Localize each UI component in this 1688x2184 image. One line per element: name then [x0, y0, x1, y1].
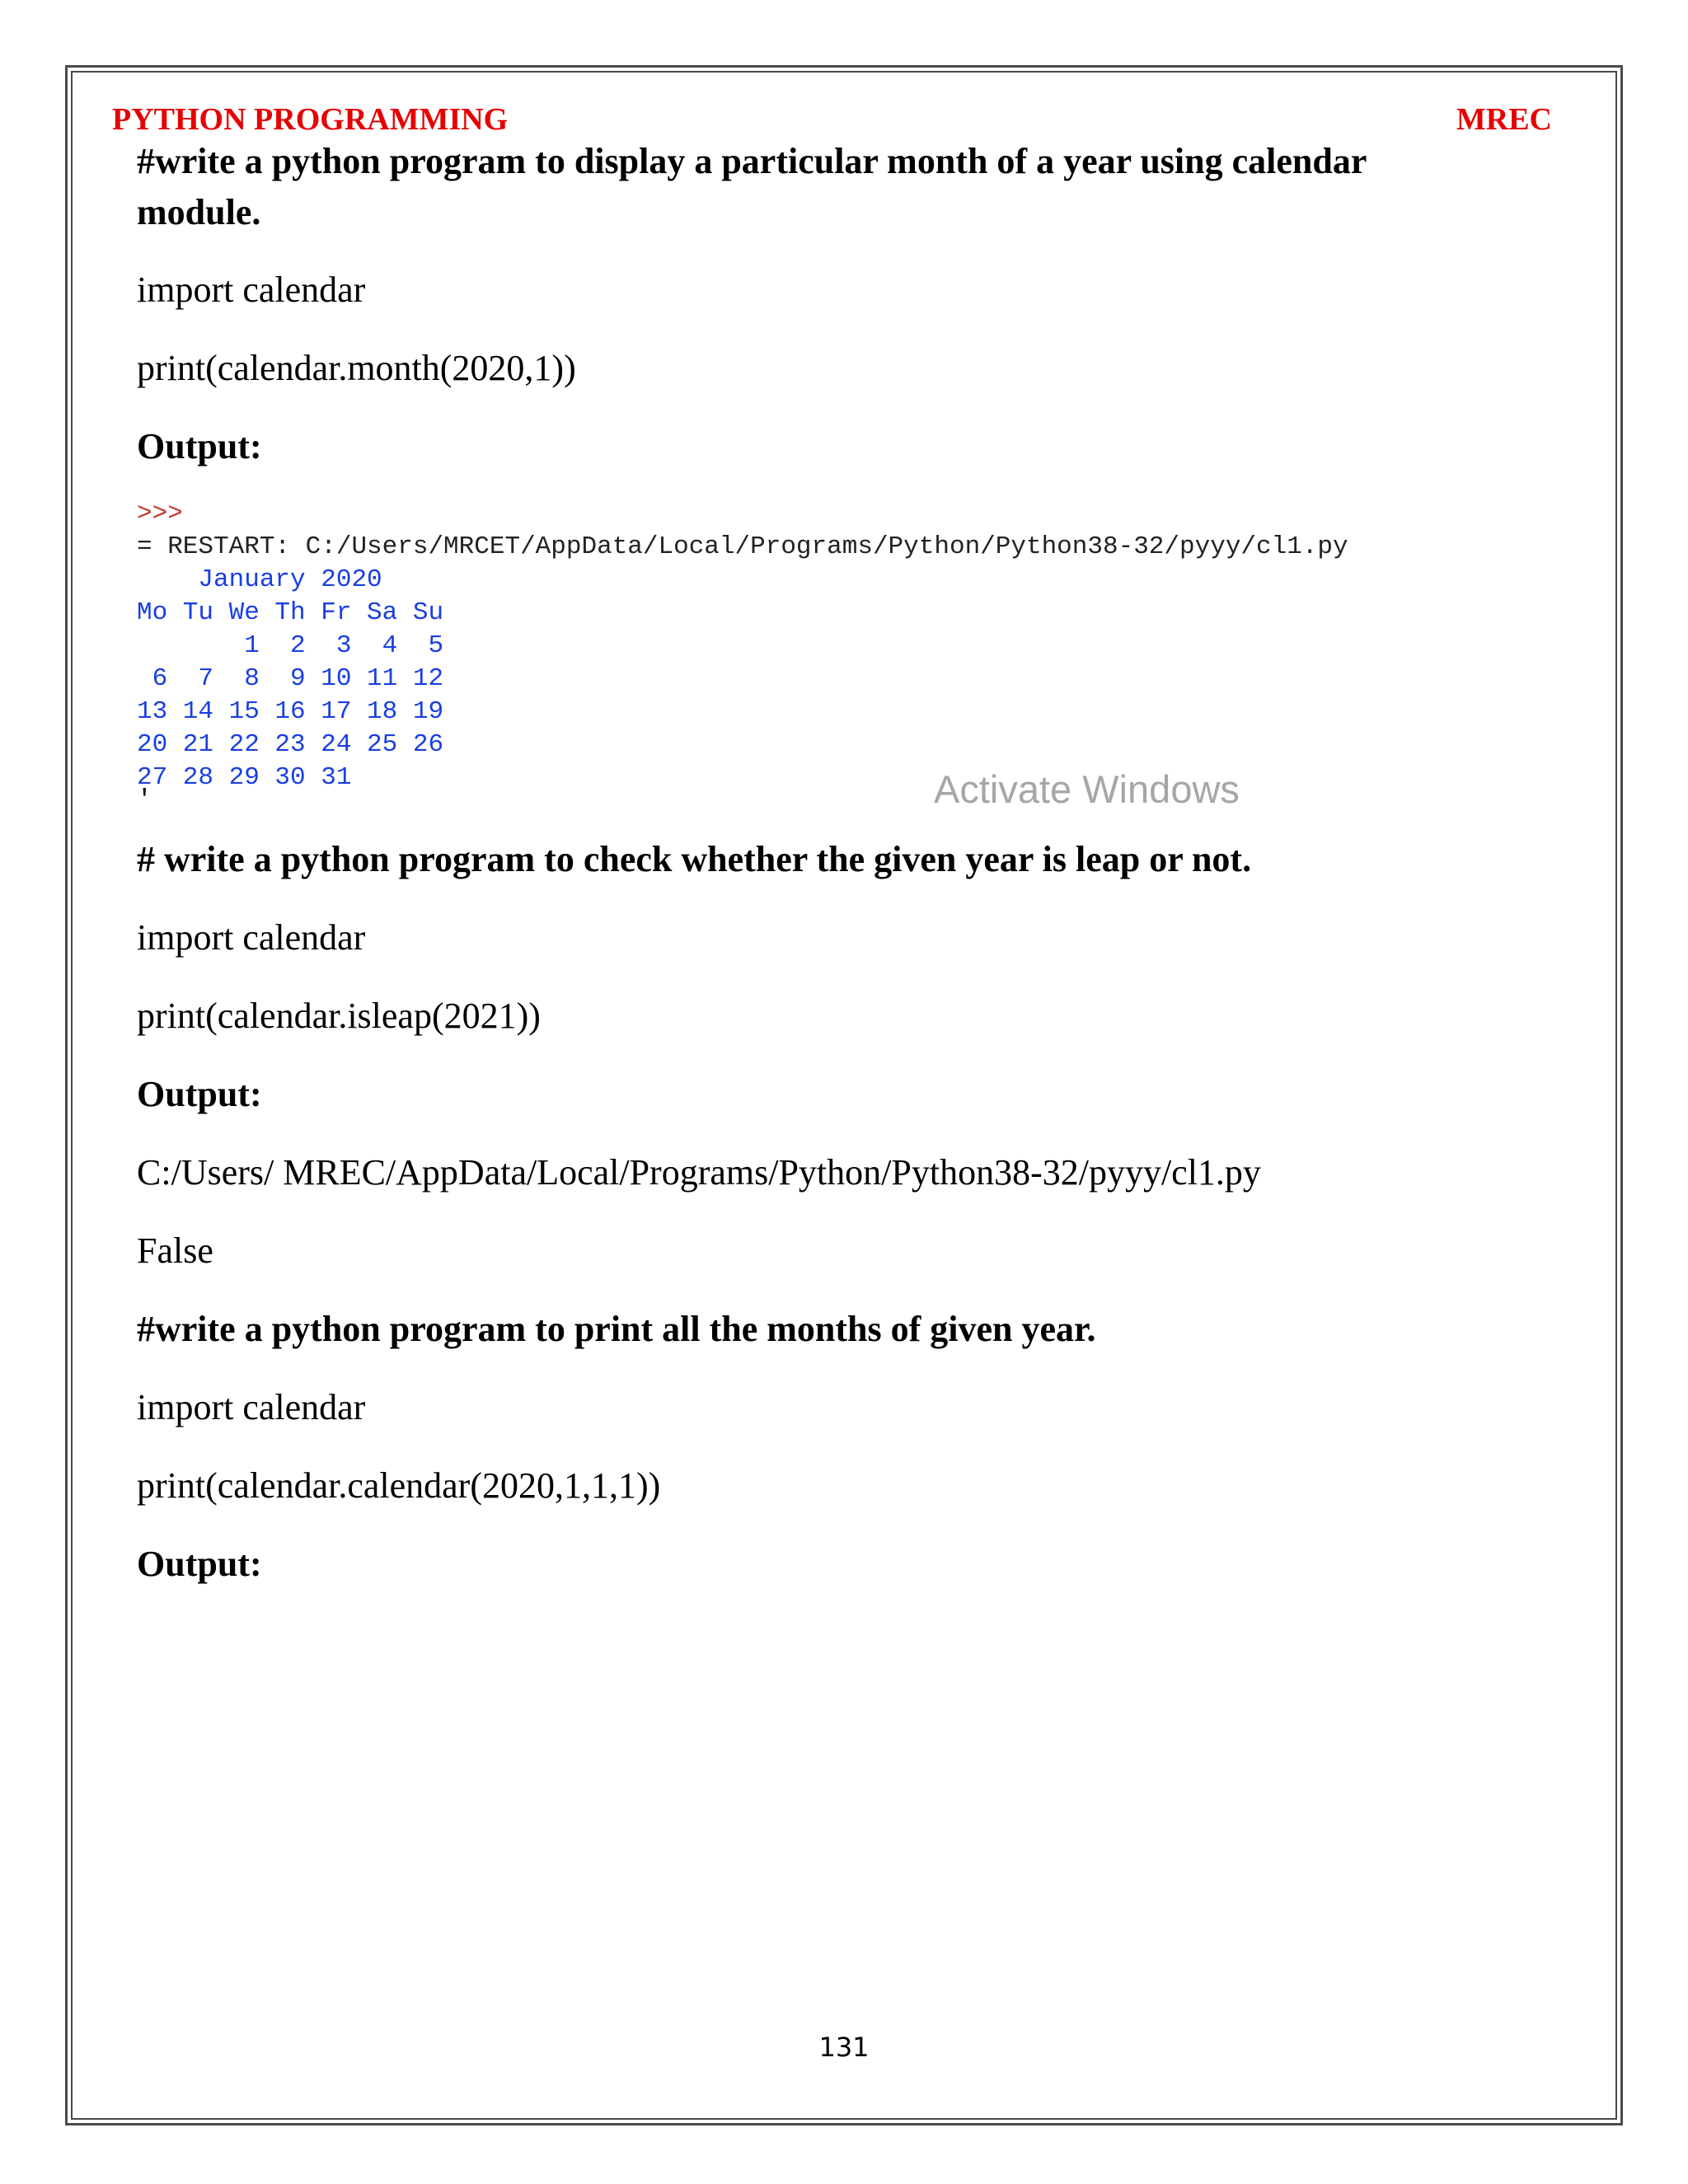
shell-restart-line: = RESTART: C:/Users/MRCET/AppData/Local/Programs/Python/Python38-32/pyyy/cl1.py: [137, 532, 1348, 561]
section1-heading-line1: #write a python program to display a particular month of a year using calendar: [137, 141, 1367, 181]
calendar-week-row: 27 28 29 30 31: [137, 763, 352, 792]
section3-output-label: Output:: [137, 1544, 262, 1584]
calendar-weekdays: Mo Tu We Th Fr Sa Su: [137, 598, 444, 627]
python-shell-output: [137, 498, 1472, 814]
calendar-week-row: 6 7 8 9 10 11 12: [137, 664, 444, 693]
section1-code-import: import calendar: [137, 269, 366, 310]
section3-code-import: import calendar: [137, 1387, 366, 1427]
section2-code-import: import calendar: [137, 917, 366, 958]
section3-heading: #write a python program to print all the months of given year.: [137, 1309, 1096, 1349]
section1-heading-line2: module.: [137, 192, 261, 232]
section1-code-print: print(calendar.month(2020,1)): [137, 348, 576, 388]
section2-heading: # write a python program to check whether the given year is leap or not.: [137, 839, 1252, 879]
shell-cursor: ': [137, 785, 152, 814]
activate-windows-watermark: Activate Windows: [934, 767, 1240, 811]
section1-output-label: Output:: [137, 426, 262, 466]
calendar-month-title: January 2020: [137, 565, 382, 594]
section2-output-value: False: [137, 1230, 213, 1271]
section2-output-label: Output:: [137, 1074, 262, 1114]
page-number: 131: [818, 2032, 870, 2063]
calendar-week-row: 13 14 15 16 17 18 19: [137, 697, 444, 726]
calendar-week-row: 1 2 3 4 5: [137, 631, 444, 660]
header-title: PYTHON PROGRAMMING: [112, 102, 509, 137]
section2-code-print: print(calendar.isleap(2021)): [137, 996, 541, 1036]
header-institution: MREC: [1456, 102, 1552, 137]
section2-output-path: C:/Users/ MREC/AppData/Local/Programs/Python/Python38-32/pyyy/cl1.py: [137, 1152, 1261, 1193]
shell-prompt: >>>: [137, 499, 183, 528]
calendar-week-row: 20 21 22 23 24 25 26: [137, 730, 444, 759]
section3-code-print: print(calendar.calendar(2020,1,1,1)): [137, 1465, 661, 1506]
